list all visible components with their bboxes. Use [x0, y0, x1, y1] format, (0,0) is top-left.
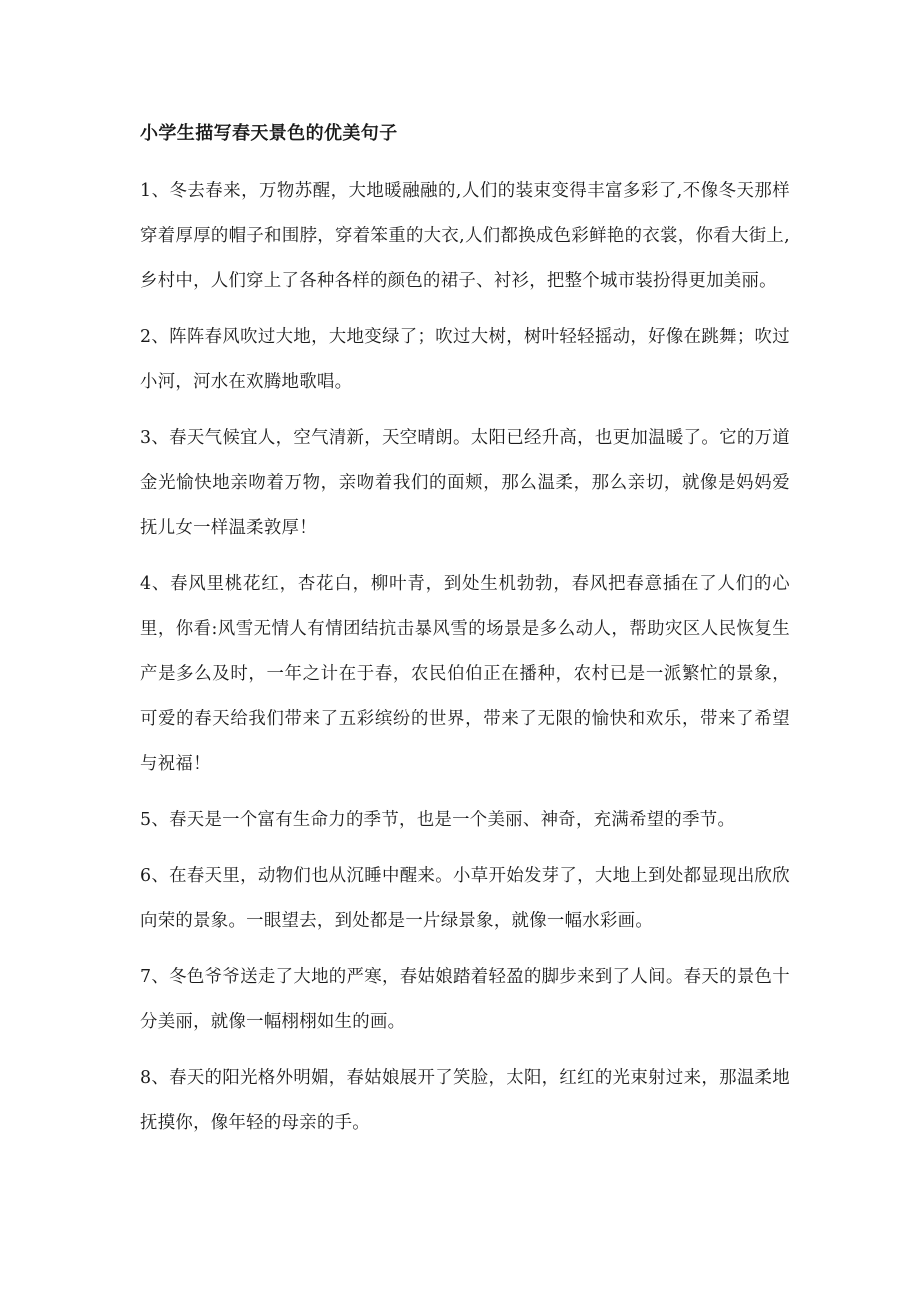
paragraph-7	[140, 955, 790, 1045]
paragraph-number: 3、	[140, 428, 170, 448]
paragraph-number: 7、	[140, 967, 170, 987]
document-title: 小学生描写春天景色的优美句子	[140, 123, 398, 144]
paragraph-text: 阵阵春风吹过大地，大地变绿了；吹过大树，树叶轻轻摇动，好像在跳舞；吹过小河，河水在欢腾地歌唱。	[140, 327, 790, 392]
paragraph-text: 春天是一个富有生命力的季节，也是一个美丽、神奇，充满希望的季节。	[169, 810, 736, 830]
paragraph-text: 春天的阳光格外明媚，春姑娘展开了笑脸，太阳，红红的光束射过来，那温柔地抚摸你，像年轻的母亲的手。	[140, 1068, 790, 1133]
paragraph-number: 6、	[140, 866, 170, 886]
paragraph-text: 冬去春来，万物苏醒，大地暖融融的,人们的装束变得丰富多彩了,不像冬天那样穿着厚厚的帽子和围脖，穿着笨重的大衣,人们都换成色彩鲜艳的衣裳，你看大街上,乡村中，人们穿上了各种各样的颜色的裙子、衬衫，把整个城市装扮得更加美丽。	[140, 181, 791, 291]
paragraph-5	[140, 798, 790, 843]
paragraph-text: 春天气候宜人，空气清新，天空晴朗。太阳已经升高，也更加温暖了。它的万道金光愉快地亲吻着万物，亲吻着我们的面颊，那么温柔，那么亲切，就像是妈妈爱抚儿女一样温柔敦厚！	[140, 428, 790, 538]
paragraph-number: 1、	[140, 181, 170, 201]
paragraph-2	[140, 315, 790, 405]
paragraph-number: 5、	[140, 810, 170, 830]
paragraph-text: 春风里桃花红，杏花白，柳叶青，到处生机勃勃，春风把春意插在了人们的心里，你看:风雪无情人有情团结抗击暴风雪的场景是多么动人，帮助灾区人民恢复生产是多么及时，一年之计在于春，农民伯伯正在播种，农村已是一派繁忙的景象，可爱的春天给我们带来了五彩缤纷的世界，带来了无限的愉快和欢乐，带来了希望与祝福！	[140, 574, 790, 774]
paragraph-number: 8、	[140, 1068, 170, 1088]
paragraph-6	[140, 854, 790, 944]
paragraph-1	[140, 169, 790, 304]
document-page	[140, 112, 790, 1157]
paragraph-3	[140, 416, 790, 551]
paragraph-8	[140, 1056, 790, 1146]
paragraph-text: 在春天里，动物们也从沉睡中醒来。小草开始发芽了，大地上到处都显现出欣欣向荣的景象。一眼望去，到处都是一片绿景象，就像一幅水彩画。	[140, 866, 790, 931]
paragraph-number: 2、	[140, 327, 170, 347]
paragraph-text: 冬色爷爷送走了大地的严寒，春姑娘踏着轻盈的脚步来到了人间。春天的景色十分美丽，就像一幅栩栩如生的画。	[140, 967, 790, 1032]
paragraph-4	[140, 562, 790, 787]
paragraph-number: 4、	[140, 574, 171, 594]
